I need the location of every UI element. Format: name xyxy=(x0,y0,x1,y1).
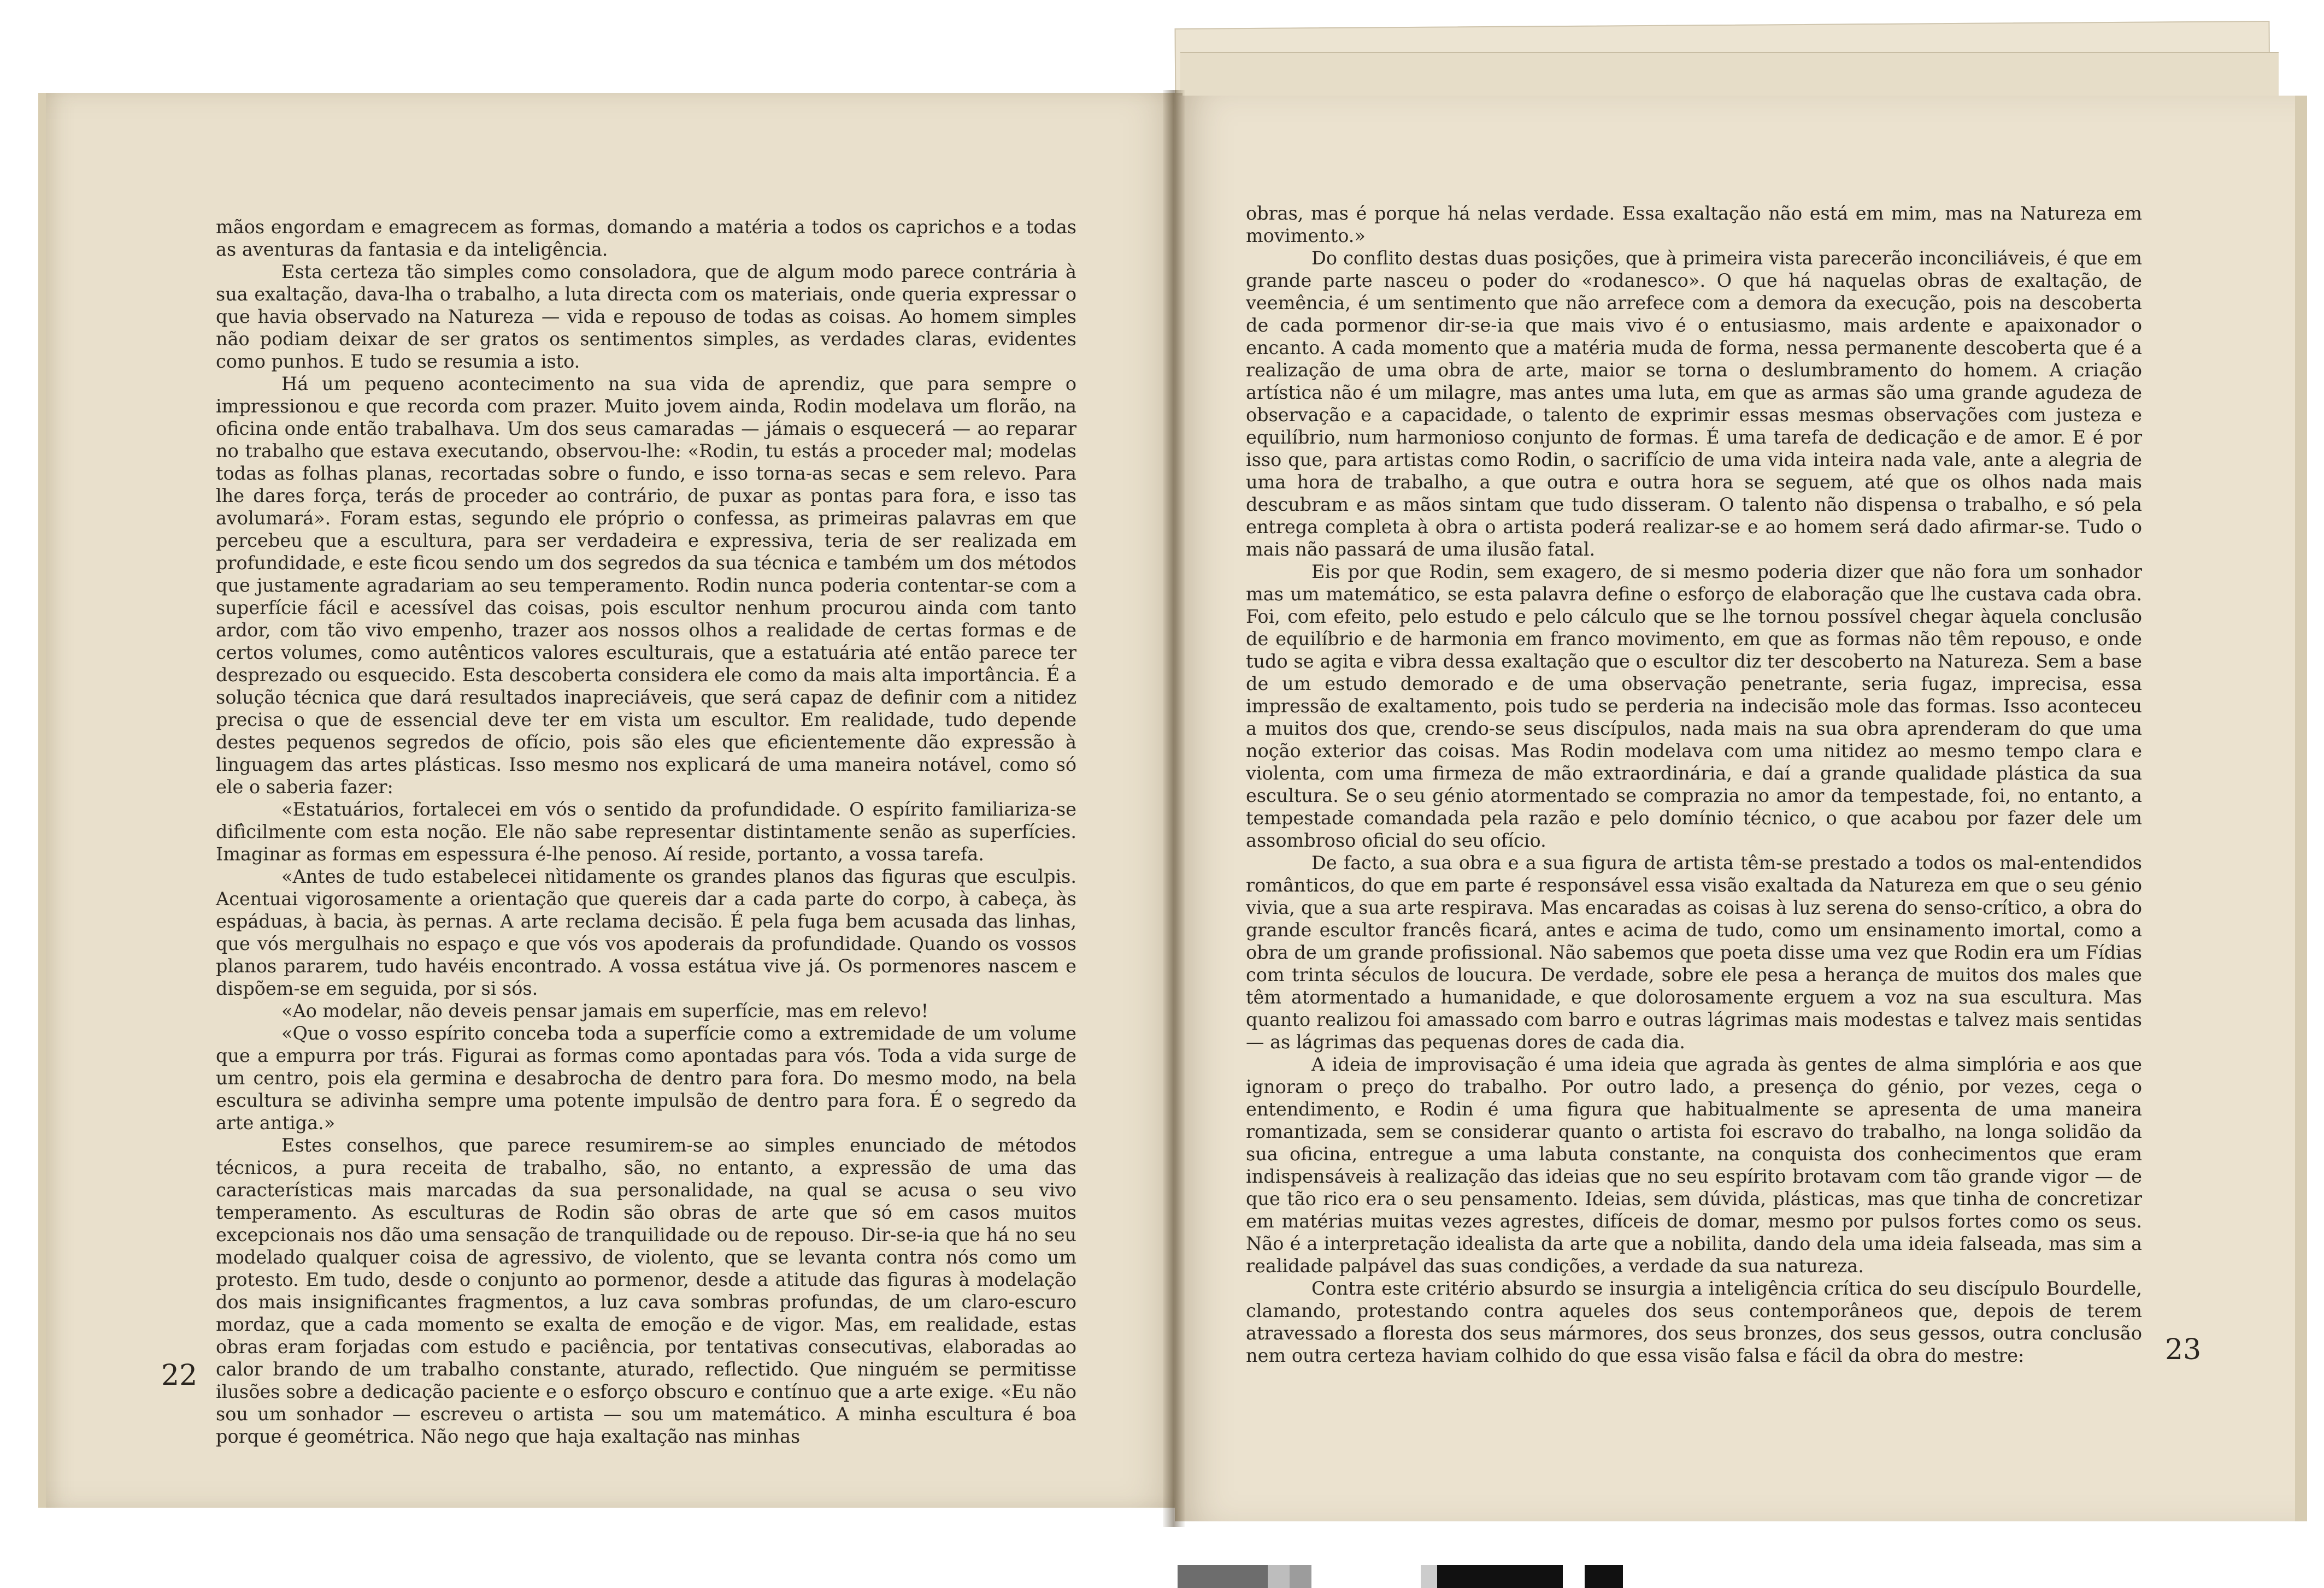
page-number-left: 22 xyxy=(161,1359,198,1392)
calibration-patch xyxy=(1437,1565,1563,1588)
paragraph: «Estatuários, fortalecei em vós o sentido da profundidade. O espírito familiariza-se difìcilmente com esta noção. Ele não sabe representar distintamente senão as superfícies. Imaginar as formas em espessura é-lhe penoso. Aí reside, portanto, a vossa tarefa. xyxy=(216,799,1076,865)
paragraph: «Ao modelar, não deveis pensar jamais em superfície, mas em relevo! xyxy=(281,1000,929,1022)
paragraph: «Antes de tudo estabelecei nìtidamente os grandes planos das figuras que esculpis. Acentuai vigorosamente a orientação que quereis dar a cada parte do corpo, à cabeça, às espáduas, à bacia, às pernas. A arte reclama decisão. É pela fuga bem acusada das linhas, que vós mergulhais no espaço e que vós vos apoderais da profundidade. Quando os vossos planos pararem, tudo havéis encontrado. A vossa estátua vive já. Os pormenores nascem e dispõem-se em seguida, por si sós. xyxy=(216,866,1076,999)
calibration-patch xyxy=(1311,1565,1421,1588)
paragraph: De facto, a sua obra e a sua figura de artista têm-se prestado a todos os mal-entendidos românticos, do que em parte é responsável essa visão exaltada da Natureza em que o seu génio vivia, que a sua arte respirava. Mas encaradas as coisas à luz serena do senso-crítico, a obra do grande escultor francês ficará, antes e acima de tudo, como um ensinamento imortal, como a obra de um grande profissional. Não sabemos que poeta disse uma vez que Rodin era um Fídias com trinta séculos de loucura. De verdade, sobre ele pesa a herança de muitos dos males que têm atormentado a humanidade, e que dolorosamente erguem a voz na sua escultura. Mas quanto realizou foi amassado com barro e outras lágrimas mais modestas e talvez mais sentidas — as lágrimas das pequenas dores de cada dia. xyxy=(1246,852,2142,1053)
book-gutter xyxy=(1163,90,1185,1527)
paragraph: obras, mas é porque há nelas verdade. Essa exaltação não está em mim, mas na Natureza em movimento.» xyxy=(1246,203,2142,246)
calibration-patch xyxy=(1178,1565,1268,1588)
paragraph: mãos engordam e emagrecem as formas, domando a matéria a todos os caprichos e a todas as aventuras da fantasia e da inteligência. xyxy=(216,216,1076,260)
left-page-text xyxy=(216,216,1076,1448)
calibration-patch xyxy=(1585,1565,1623,1588)
paragraph: «Que o vosso espírito conceba toda a superfície como a extremidade de um volume que a empurra por trás. Figurai as formas como apontadas para vós. Toda a vida surge de um centro, pois ela germina e desabrocha de dentro para fora. Do mesmo modo, na bela escultura se adivinha sempre uma potente impulsão de dentro para fora. É o segredo da arte antiga.» xyxy=(216,1023,1076,1134)
paragraph: A ideia de improvisação é uma ideia que agrada às gentes de alma simplória e aos que ignoram o preço do trabalho. Por outro lado, a presença do génio, por vezes, cega o entendimento, e Rodin é uma figura que habitualmente se apresenta de uma maneira romantizada, sem se considerar quanto o artista foi escravo do trabalho, na longa solidão da sua oficina, entregue a uma labuta constante, na conquista dos conhecimentos que eram indispensáveis à realização das ideias que no seu espírito brotavam com tão grande vigor — de que tão rico era o seu pensamento. Ideias, sem dúvida, plásticas, mas que tinha de concretizar em matérias muitas vezes agrestes, difíceis de domar, mesmo por pulsos fortes como os seus. Não é a interpretação idealista da arte que a nobilita, dando dela uma ideia falseada, mas sim a realidade palpável das suas condições, a verdade da sua natureza. xyxy=(1246,1054,2142,1277)
calibration-patch xyxy=(1563,1565,1585,1588)
paragraph: Contra este critério absurdo se insurgia a inteligência crítica do seu discípulo Bourdelle, clamando, protestando contra aqueles dos seus contemporâneos que, depois de terem atravessado a floresta dos seus mármores, dos seus bronzes, dos seus gessos, outra conclusão nem outra certeza haviam colhido do que essa visão falsa e fácil da obra do mestre: xyxy=(1246,1278,2142,1366)
calibration-patch xyxy=(1268,1565,1290,1588)
right-page-text xyxy=(1246,202,2142,1367)
calibration-patch xyxy=(1421,1565,1437,1588)
paragraph: Eis por que Rodin, sem exagero, de si mesmo poderia dizer que não fora um sonhador mas um matemático, se esta palavra define o esforço de elaboração que lhe custava cada obra. Foi, com efeito, pelo estudo e pelo cálculo que se lhe tornou possível chegar àquela conclusão de equilíbrio e de harmonia em franco movimento, em que as formas não têm repouso, e onde tudo se agita e vibra dessa exaltação que o escultor diz ter descoberto na Natureza. Sem a base de um estudo demorado e de uma observação penetrante, seria fugaz, imprecisa, essa impressão de exaltamento, pois tudo se perderia na indecisão mole das formas. Isso aconteceu a muitos dos que, crendo-se seus discípulos, nada mais na sua obra aprenderam do que uma noção exterior das coisas. Mas Rodin modelava com uma nitidez ao mesmo tempo clara e violenta, com uma firmeza de mão extraordinária, e daí a grande qualidade plástica da sua escultura. Se o seu génio atormentado se comprazia no amor da tempestade, foi, no entanto, a tempestade comandada pela razão e pelo domínio técnico, o que acabou por fazer dele um assombroso oficial do seu ofício. xyxy=(1246,561,2142,851)
paragraph: Do conflito destas duas posições, que à primeira vista parecerão inconciliáveis, é que em grande parte nasceu o poder do «rodanesco». O que há naquelas obras de exaltação, de veemência, é um sentimento que não arrefece com a demora da execução, pois na descoberta de cada pormenor dir-se-ia que mais vivo é o entusiasmo, mais ardente e apaixonador o encanto. A cada momento que a matéria muda de forma, nessa permanente descoberta que é a realização de uma obra de arte, maior se torna o deslumbramento do homem. A criação artística não é um milagre, mas antes uma luta, em que as armas são uma grande agudeza de observação e a capacidade, o talento de exprimir essas mesmas observações com justeza e equilíbrio, num harmonioso conjunto de formas. É uma tarefa de dedicação e de amor. E é por isso que, para artistas como Rodin, o sacrifício de uma vida inteira nada vale, ante a alegria de uma hora de trabalho, a que outra e outra hora se seguem, até que os olhos nada mais descubram e as mãos sintam que tudo disseram. O talento não dispensa o trabalho, e só pela entrega completa à obra o artista poderá realizar-se e ao homem será dado afirmar-se. Tudo o mais não passará de uma ilusão fatal. xyxy=(1246,247,2142,560)
calibration-patch xyxy=(1290,1565,1311,1588)
paragraph: Há um pequeno acontecimento na sua vida de aprendiz, que para sempre o impressionou e que recorda com prazer. Muito jovem ainda, Rodin modelava um florão, na oficina onde então trabalhava. Um dos seus camaradas — jámais o esquecerá — ao reparar no trabalho que estava executando, observou-lhe: «Rodin, tu estás a proceder mal; modelas todas as folhas planas, recortadas sobre o fundo, e isso torna-as secas e sem relevo. Para lhe dares força, terás de proceder ao contrário, de puxar as pontas para fora, e isso tas avolumará». Foram estas, segundo ele próprio o confessa, as primeiras palavras em que percebeu que a escultura, para ser verdadeira e expressiva, teria de ser realizada em profundidade, e este ficou sendo um dos segredos da sua técnica e também um dos métodos que justamente agradariam ao seu temperamento. Rodin nunca poderia contentar-se com a superfície fácil e acessível das coisas, pois escultor nenhum procurou ainda com tanto ardor, com tão vivo empenho, trazer aos nossos olhos a realidade de certas formas e de certos volumes, como autênticos valores esculturais, que a estatuária até então parece ter desprezado ou esquecido. Esta descoberta considera ele como da mais alta importância. É a solução técnica que dará resultados inapreciáveis, que será capaz de definir com a nitidez precisa o que de essencial deve ter em vista um escultor. Em realidade, tudo depende destes pequenos segredos de ofício, pois são eles que eficientemente dão expressão à linguagem das artes plásticas. Isso mesmo nos explicará de uma maneira notável, como só ele o saberia fazer: xyxy=(216,373,1076,798)
paragraph: Esta certeza tão simples como consoladora, que de algum modo parece contrária à sua exaltação, dava-lha o trabalho, a luta directa com os materiais, onde queria expressar o que havia observado na Natureza — vida e repouso de todas as coisas. Ao homem simples não podiam deixar de ser gratos os sentimentos simples, as verdades claras, evidentes como punhos. E tudo se resumia a isto. xyxy=(216,261,1076,372)
page-number-right: 23 xyxy=(2165,1333,2202,1366)
paragraph: Estes conselhos, que parece resumirem-se ao simples enunciado de métodos técnicos, a pura receita de trabalho, são, no entanto, a expressão de uma das características mais marcadas da sua personalidade, na qual se acusa o seu vivo temperamento. As esculturas de Rodin são obras de arte que só em casos muitos excepcionais nos dão uma sensação de tranquilidade ou de repouso. Dir-se-ia que há no seu modelado qualquer coisa de agressivo, de violento, que se levanta contra nós como um protesto. Em tudo, desde o conjunto ao pormenor, desde a atitude das figuras à modelação dos mais insignificantes fragmentos, a luz cava sombras profundas, de um claro-escuro mordaz, que a cada momento se exalta de emoção e de vigor. Mas, em realidade, estas obras eram forjadas com estudo e paciência, por tentativas consecutivas, elaboradas ao calor brando de um trabalho constante, aturado, reflectido. Que ninguém se permitisse ilusões sobre a dedicação paciente e o esforço obscuro e contínuo que a arte exige. «Eu não sou um sonhador — escreveu o artista — sou um matemático. A minha escultura é boa porque é geométrica. Não nego que haja exaltação nas minhas xyxy=(216,1135,1076,1447)
